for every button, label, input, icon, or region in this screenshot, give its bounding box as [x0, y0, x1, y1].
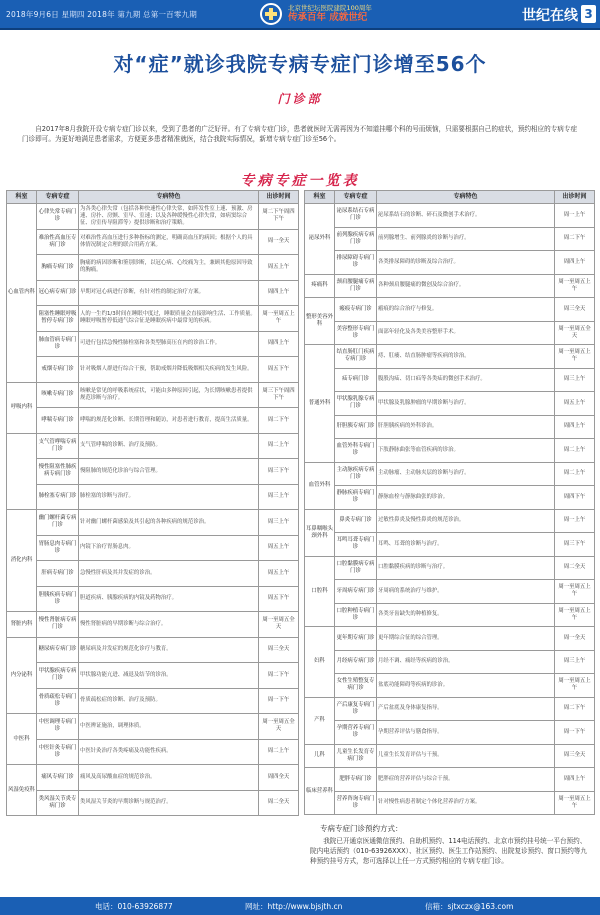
time-cell: 周四全天 [259, 765, 299, 791]
feature-cell: 咳嗽是常见的呼吸系统症状，可能由多种原因引起，为长期咳嗽患者提供规范诊断与治疗。 [79, 382, 259, 408]
feature-cell: 牙周病的系统治疗与维护。 [377, 580, 555, 604]
clinic-table-left [6, 190, 299, 816]
table-row [305, 486, 595, 510]
time-cell: 周一至周五上午 [555, 674, 595, 698]
feature-cell: 中医针灸治疗各类疼痛及功能性疾病。 [79, 739, 259, 765]
dept-cell: 整形美容外科 [305, 298, 335, 345]
table-row [7, 714, 299, 740]
dept-cell: 肾脏内科 [7, 612, 37, 638]
name-cell: 肺血管病专病门诊 [37, 331, 79, 357]
name-cell: 瘢痕专病门诊 [335, 298, 377, 322]
feature-cell: 前列腺增生、前列腺炎的诊断与治疗。 [377, 227, 555, 251]
table-row [305, 274, 595, 298]
table-row [305, 580, 595, 604]
table-row [7, 229, 299, 255]
time-cell: 周一下午 [259, 688, 299, 714]
footer-website: 网址：http://www.bjsjth.cn [245, 902, 343, 911]
time-cell: 周二下午周四下午 [259, 204, 299, 230]
feature-cell: 泌尿系结石的诊断、碎石及微创手术治疗。 [377, 204, 555, 228]
name-cell: 糖尿病专病门诊 [37, 637, 79, 663]
table-row [305, 556, 595, 580]
time-cell: 周一至周五全天 [259, 612, 299, 638]
feature-cell: 月经不调、痛经等疾病的诊治。 [377, 650, 555, 674]
time-cell: 周一至周五上午 [259, 306, 299, 332]
feature-cell: 骨质疏松症的诊断、治疗及预防。 [79, 688, 259, 714]
feature-cell: 内镜下治疗胃肠息肉。 [79, 535, 259, 561]
feature-cell: 甲状腺及乳腺肿瘤的早期诊断与治疗。 [377, 392, 555, 416]
name-cell: 疝专病门诊 [335, 368, 377, 392]
name-cell: 冠心病专病门诊 [37, 280, 79, 306]
time-cell: 周二下午 [555, 227, 595, 251]
table-row [7, 688, 299, 714]
name-cell: 甲状腺乳腺专病门诊 [335, 392, 377, 416]
name-cell: 慢性肾脏病专病门诊 [37, 612, 79, 638]
table-row [7, 280, 299, 306]
feature-cell: 针对幽门螺杆菌感染及其引起的各种疾病的规范诊治。 [79, 510, 259, 536]
table-row [305, 439, 595, 463]
feature-cell: 针对吸烟人群进行综合干预，帮助戒烟并降低吸烟相关疾病的发生风险。 [79, 357, 259, 383]
clinic-table-right [304, 190, 595, 815]
time-cell: 周四上午 [259, 280, 299, 306]
header-dept: 科室 [305, 191, 335, 204]
name-cell: 胃肠息肉专病门诊 [37, 535, 79, 561]
table-row [7, 612, 299, 638]
time-cell: 周五上午 [555, 392, 595, 416]
article-intro: 自2017年8月我院开设专病专症门诊以来，受到了患者的广泛好评。有了专病专症门诊，患者就医时无需再因为不知道挂哪个科的号而烦恼，只需要根据自己的症状，预约相应的专病专症门诊即可。为更好地满足患者需求，方便更多患者精准就医，结合我院实际情况，新增专病专症门诊至56个。 [22, 125, 578, 143]
name-cell: 戒烟专病门诊 [37, 357, 79, 383]
feature-cell: 痛风及高尿酸血症的规范诊治。 [79, 765, 259, 791]
name-cell: 幽门螺杆菌专病门诊 [37, 510, 79, 536]
table-row [7, 561, 299, 587]
dept-cell: 儿科 [305, 744, 335, 768]
time-cell: 周三上午 [259, 510, 299, 536]
table-row [7, 459, 299, 485]
dept-cell: 血管外科 [305, 462, 335, 509]
name-cell: 肝病专病门诊 [37, 561, 79, 587]
feature-cell: 更年期综合征的综合管理。 [377, 627, 555, 651]
name-cell: 支气管哮喘专病门诊 [37, 433, 79, 459]
feature-cell: 类风湿关节炎的早期诊断与规范治疗。 [79, 790, 259, 816]
time-cell: 周三下午 [555, 533, 595, 557]
table-row [7, 382, 299, 408]
table-row [305, 721, 595, 745]
time-cell: 周二上午 [555, 462, 595, 486]
name-cell: 结直肠肛门疾病专病门诊 [335, 345, 377, 369]
name-cell: 甲状腺疾病专病门诊 [37, 663, 79, 689]
name-cell: 月经病专病门诊 [335, 650, 377, 674]
table-row [305, 298, 595, 322]
name-cell: 主动脉疾病专病门诊 [335, 462, 377, 486]
time-cell: 周三上午 [555, 650, 595, 674]
feature-cell: 肥胖症的营养评估与综合干预。 [377, 768, 555, 792]
time-cell: 周二全天 [259, 790, 299, 816]
dept-cell: 风湿免疫科 [7, 765, 37, 816]
table-row [305, 415, 595, 439]
table-title: 专病专症一览表 [240, 173, 360, 189]
time-cell: 周一至周五全天 [555, 321, 595, 345]
dept-cell: 耳鼻咽喉头颈外科 [305, 509, 335, 556]
dept-cell: 普通外科 [305, 345, 335, 463]
feature-cell: 产后盆底及身体康复指导。 [377, 697, 555, 721]
table-row [7, 433, 299, 459]
feature-cell: 哮喘的规范化诊断、长期管理和随访，对患者进行教育，提高生活质量。 [79, 408, 259, 434]
table-row [305, 392, 595, 416]
time-cell: 周三上午 [259, 484, 299, 510]
page-footer [0, 897, 600, 915]
name-cell: 前列腺疾病专病门诊 [335, 227, 377, 251]
feature-cell: 过敏性鼻炎及慢性鼻炎的规范诊治。 [377, 509, 555, 533]
time-cell: 周二上午 [259, 739, 299, 765]
time-cell: 周一至周五上午 [555, 580, 595, 604]
table-row [7, 357, 299, 383]
time-cell: 周一至周五上午 [555, 345, 595, 369]
table-row [305, 368, 595, 392]
name-cell: 类风湿关节炎专病门诊 [37, 790, 79, 816]
time-cell: 周三下午周四下午 [259, 382, 299, 408]
table-row [305, 791, 595, 815]
table-row [7, 484, 299, 510]
issue-date: 2018年9月6日 星期四 2018年 第九期 总第一百零九期 [6, 10, 197, 19]
feature-cell: 各类排尿障碍的诊断及综合治疗。 [377, 251, 555, 275]
time-cell: 周二上午 [259, 433, 299, 459]
page-number: 3 [581, 5, 596, 23]
table-row [7, 586, 299, 612]
time-cell: 周二下午 [555, 697, 595, 721]
name-cell: 营养咨询专病门诊 [335, 791, 377, 815]
dept-cell: 疼痛科 [305, 274, 335, 298]
article-title: 对“症”就诊我院专病专症门诊增至56个 [113, 52, 487, 76]
feature-cell: 肝胆胰疾病的外科诊治。 [377, 415, 555, 439]
name-cell: 产后康复专病门诊 [335, 697, 377, 721]
name-cell: 颈肩腰腿痛专病门诊 [335, 274, 377, 298]
table-row [305, 627, 595, 651]
name-cell: 阻塞性睡眠呼吸暂停专病门诊 [37, 306, 79, 332]
feature-cell: 慢性肾脏病的早期诊断与综合治疗。 [79, 612, 259, 638]
time-cell: 周二下午 [259, 408, 299, 434]
section-name: 世纪在线 [522, 8, 578, 24]
name-cell: 耳鸣耳聋专病门诊 [335, 533, 377, 557]
table-row [305, 321, 595, 345]
feature-cell: 糖尿病及并发症的规范化诊疗与教育。 [79, 637, 259, 663]
name-cell: 骨质疏松专病门诊 [37, 688, 79, 714]
table-row [7, 765, 299, 791]
feature-cell: 急慢性肝病及其并发症的诊治。 [79, 561, 259, 587]
time-cell: 周五上午 [259, 535, 299, 561]
anniversary-slogan: 北京世纪坛医院建院100周年 传承百年 成就世纪 [288, 4, 372, 23]
time-cell: 周三上午 [555, 368, 595, 392]
header-feature: 专病特色 [377, 191, 555, 204]
time-cell: 周四上午 [555, 251, 595, 275]
feature-cell: 面部年轻化及各类美容整形手术。 [377, 321, 555, 345]
feature-cell: 慢阻肺的规范化诊治与综合管理。 [79, 459, 259, 485]
time-cell: 周五下午 [259, 586, 299, 612]
table-row [305, 650, 595, 674]
name-cell: 心律失常专病门诊 [37, 204, 79, 230]
time-cell: 周三全天 [259, 637, 299, 663]
table-row [305, 697, 595, 721]
dept-cell: 内分泌科 [7, 637, 37, 714]
name-cell: 血管外科专病门诊 [335, 439, 377, 463]
table-row [7, 637, 299, 663]
time-cell: 周四上午 [555, 768, 595, 792]
header-time: 出诊时间 [555, 191, 595, 204]
name-cell: 哮喘专病门诊 [37, 408, 79, 434]
dept-cell: 呼吸内科 [7, 382, 37, 433]
table-row [305, 603, 595, 627]
hospital-logo-icon [258, 3, 284, 25]
time-cell: 周四上午 [555, 415, 595, 439]
name-cell: 孕期营养专病门诊 [335, 721, 377, 745]
table-row [7, 408, 299, 434]
feature-cell: 静脉血栓与静脉曲张的诊治。 [377, 486, 555, 510]
table-row [305, 768, 595, 792]
name-cell: 肥胖专病门诊 [335, 768, 377, 792]
time-cell: 周一上午 [555, 509, 595, 533]
feature-cell: 胆道疾病、胰腺疾病的内镜及药物治疗。 [79, 586, 259, 612]
name-cell: 鼻炎专病门诊 [335, 509, 377, 533]
booking-title: 专病专症门诊预约方式： [320, 824, 403, 833]
dept-cell: 口腔科 [305, 556, 335, 627]
feature-cell: 腹股沟疝、切口疝等各类疝的微创手术治疗。 [377, 368, 555, 392]
feature-cell: 主动脉瘤、主动脉夹层的诊断与治疗。 [377, 462, 555, 486]
table-row [7, 663, 299, 689]
table-row [7, 306, 299, 332]
name-cell: 肝胆胰专病门诊 [335, 415, 377, 439]
time-cell: 周五上午 [259, 255, 299, 281]
name-cell: 排尿障碍专病门诊 [335, 251, 377, 275]
dept-cell: 临床营养科 [305, 768, 335, 815]
header-name: 专病专症 [37, 191, 79, 204]
time-cell: 周一至周五上午 [555, 603, 595, 627]
header-time: 出诊时间 [259, 191, 299, 204]
name-cell: 女性生殖整复专病门诊 [335, 674, 377, 698]
table-row [7, 790, 299, 816]
footer-email: 信箱：sjtxczx@163.com [425, 902, 514, 911]
time-cell: 周一至周五上午 [555, 791, 595, 815]
feature-cell: 对难治性高血压进行多种指标的测定，明确高血压的病因；根据个人的具体情况制定合理的联合用药方案。 [79, 229, 259, 255]
time-cell: 周三下午 [259, 459, 299, 485]
article-department: 门诊部 [277, 92, 323, 106]
table-row [305, 251, 595, 275]
name-cell: 泌尿系结石专病门诊 [335, 204, 377, 228]
time-cell: 周一下午 [555, 721, 595, 745]
feature-cell: 为各类心律失常（包括各种快速性心律失常，如阵发性室上速、预激、房速、房扑、房颤、室早、室速；以及各种缓慢性心律失常，如病窦综合征、房室传导阻滞等）提供诊断和治疗策略。 [79, 204, 259, 230]
name-cell: 肺栓塞专病门诊 [37, 484, 79, 510]
time-cell: 周一上午 [555, 204, 595, 228]
feature-cell: 儿童生长发育评估与干预。 [377, 744, 555, 768]
time-cell: 周四上午 [259, 331, 299, 357]
dept-cell: 消化内科 [7, 510, 37, 612]
table-row [305, 533, 595, 557]
dept-cell: 泌尿外科 [305, 204, 335, 275]
table-row [7, 331, 299, 357]
dept-cell [7, 433, 37, 510]
name-cell: 中医调理专病门诊 [37, 714, 79, 740]
table-row [305, 227, 595, 251]
feature-cell: 胸痛的病因诊断和鉴别诊断，以冠心病、心绞痛为主，兼顾其他原因导致的胸痛。 [79, 255, 259, 281]
table-row [7, 739, 299, 765]
header-name: 专病专症 [335, 191, 377, 204]
feature-cell: 下肢静脉曲张等血管疾病的诊治。 [377, 439, 555, 463]
name-cell: 慢性阻塞性肺疾病专病门诊 [37, 459, 79, 485]
table-row [305, 204, 595, 228]
feature-cell: 甲状腺功能亢进、减退及结节的诊治。 [79, 663, 259, 689]
table-row [7, 535, 299, 561]
header-feature: 专病特色 [79, 191, 259, 204]
name-cell: 口腔种植专病门诊 [335, 603, 377, 627]
table-row [305, 509, 595, 533]
feature-cell: 支气管哮喘的诊断、治疗及预防。 [79, 433, 259, 459]
feature-cell: 痔、肛瘘、结直肠肿瘤等疾病的诊治。 [377, 345, 555, 369]
footer-phone: 电话：010-63926877 [95, 902, 173, 911]
time-cell: 周四下午 [555, 486, 595, 510]
time-cell: 周三全天 [555, 744, 595, 768]
time-cell: 周一至周五全天 [259, 714, 299, 740]
time-cell: 周一全天 [259, 229, 299, 255]
feature-cell: 耳鸣、耳聋的诊断与治疗。 [377, 533, 555, 557]
time-cell: 周二全天 [555, 556, 595, 580]
name-cell: 胸痛专病门诊 [37, 255, 79, 281]
feature-cell: 可进行包括急慢性肺栓塞和各类型肺高压在内的诊治工作。 [79, 331, 259, 357]
name-cell: 咳嗽专病门诊 [37, 382, 79, 408]
name-cell: 儿童生长发育专病门诊 [335, 744, 377, 768]
table-row [7, 510, 299, 536]
time-cell: 周五上午 [259, 561, 299, 587]
time-cell: 周五下午 [259, 357, 299, 383]
dept-cell: 妇科 [305, 627, 335, 698]
feature-cell: 各类牙齿缺失的种植修复。 [377, 603, 555, 627]
feature-cell: 肺栓塞的诊断与治疗。 [79, 484, 259, 510]
time-cell: 周一全天 [555, 627, 595, 651]
feature-cell: 盆底功能障碍等疾病的诊治。 [377, 674, 555, 698]
feature-cell: 口腔黏膜疾病的诊断与治疗。 [377, 556, 555, 580]
name-cell: 痛风专病门诊 [37, 765, 79, 791]
table-row [305, 462, 595, 486]
feature-cell: 瘢痕的综合治疗与修复。 [377, 298, 555, 322]
dept-cell: 产科 [305, 697, 335, 744]
time-cell: 周三全天 [555, 298, 595, 322]
feature-cell: 人的一生约1/3时间在睡眠中度过，睡眠质量会直接影响生活、工作质量。睡眠呼吸暂停低通气综合征是睡眠疾病中最常见的疾病。 [79, 306, 259, 332]
booking-text: 我院已开通京医通微信预约、自助机预约、114电话预约、北京市预约挂号统一平台预约、院内电话预约（010-63926XXX）、社区预约、医生工作站预约、出院复诊预约、窗口预约等九种预约挂号方式，您可选择以上任一方式预约相应的专病专症门诊。 [310, 837, 587, 865]
time-cell: 周一至周五上午 [555, 274, 595, 298]
feature-cell: 早期对冠心病进行诊断，有针对性的制定治疗方案。 [79, 280, 259, 306]
table-row [7, 255, 299, 281]
name-cell: 美容整形专病门诊 [335, 321, 377, 345]
table-row [7, 204, 299, 230]
table-row [305, 744, 595, 768]
name-cell: 难治性高血压专病门诊 [37, 229, 79, 255]
time-cell: 周二上午 [555, 439, 595, 463]
header-dept: 科室 [7, 191, 37, 204]
dept-cell: 心血管内科 [7, 204, 37, 383]
feature-cell: 针对慢性病患者制定个体化营养治疗方案。 [377, 791, 555, 815]
name-cell: 静脉疾病专病门诊 [335, 486, 377, 510]
feature-cell: 各种颈肩腰腿痛的微创及综合治疗。 [377, 274, 555, 298]
time-cell: 周二下午 [259, 663, 299, 689]
name-cell: 牙周病专病门诊 [335, 580, 377, 604]
table-row [305, 345, 595, 369]
name-cell: 胆胰疾病专病门诊 [37, 586, 79, 612]
feature-cell: 中医辨证施治，调理体质。 [79, 714, 259, 740]
name-cell: 中医针灸专病门诊 [37, 739, 79, 765]
feature-cell: 孕期营养评估与膳食指导。 [377, 721, 555, 745]
name-cell: 更年期专病门诊 [335, 627, 377, 651]
page-header [0, 0, 600, 30]
dept-cell: 中医科 [7, 714, 37, 765]
table-row [305, 674, 595, 698]
name-cell: 口腔黏膜病专病门诊 [335, 556, 377, 580]
